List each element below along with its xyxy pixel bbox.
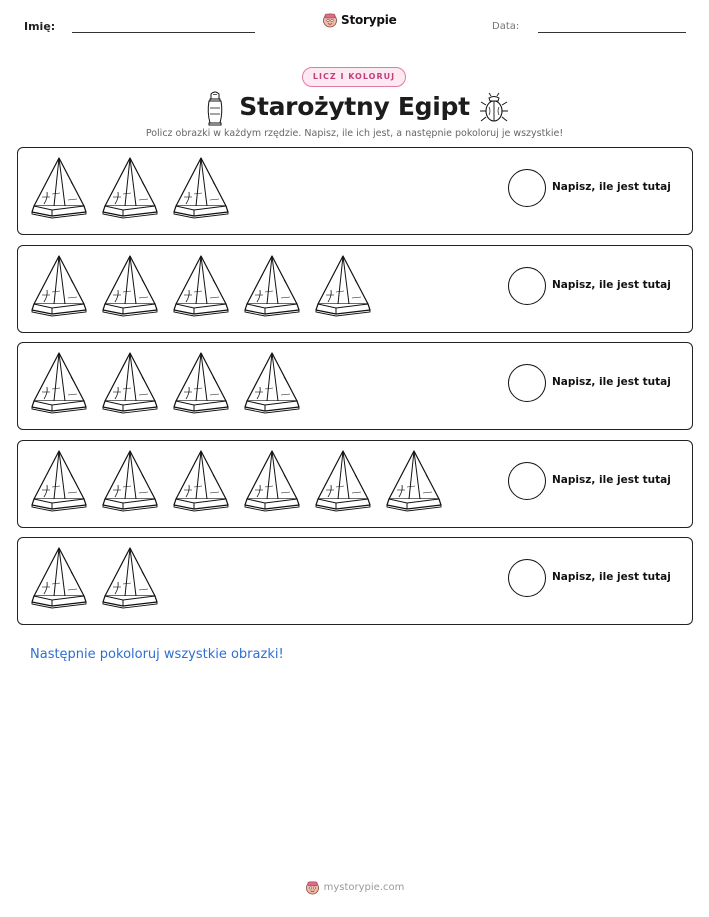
instructions-text: Policz obrazki w każdym rzędzie. Napisz, ile ich jest, a następnie pokoloruj je wszystkie! xyxy=(145,128,564,139)
pyramid-icon xyxy=(243,449,301,513)
counting-row xyxy=(17,147,693,235)
answer-circle[interactable] xyxy=(508,267,546,305)
counting-row xyxy=(17,245,693,333)
pyramid-icon xyxy=(101,449,159,513)
pyramid-icon xyxy=(30,254,88,318)
date-label: Data: xyxy=(492,21,520,32)
pyramid-icon xyxy=(30,156,88,220)
name-label: Imię: xyxy=(24,20,56,33)
pyramid-icon xyxy=(101,254,159,318)
pyramid-icon xyxy=(314,449,372,513)
answer-circle[interactable] xyxy=(508,364,546,402)
pyramid-icon xyxy=(101,351,159,415)
pyramid-icon xyxy=(30,546,88,610)
answer-circle[interactable] xyxy=(508,559,546,597)
pyramid-icon xyxy=(243,254,301,318)
answer-circle[interactable] xyxy=(508,462,546,500)
title-row xyxy=(0,90,709,130)
page-footer xyxy=(0,880,709,895)
answer-label: Napisz, ile jest tutaj xyxy=(552,473,671,486)
pyramid-icon xyxy=(30,351,88,415)
pyramid-icon xyxy=(30,449,88,513)
answer-label: Napisz, ile jest tutaj xyxy=(552,278,671,291)
answer-label: Napisz, ile jest tutaj xyxy=(552,181,671,193)
counting-row xyxy=(17,537,693,625)
name-field-line[interactable] xyxy=(72,32,255,33)
activity-badge: LICZ I KOLORUJ xyxy=(302,67,406,87)
pyramid-icon xyxy=(101,546,159,610)
page-title: Starożytny Egipt xyxy=(239,92,470,121)
counting-row xyxy=(17,440,693,528)
storypie-mascot-icon xyxy=(322,12,338,28)
pyramid-icon xyxy=(172,156,230,220)
footer-url[interactable]: mystorypie.com xyxy=(323,882,405,893)
storypie-mascot-icon xyxy=(305,880,320,895)
pyramid-icon xyxy=(243,351,301,415)
coloring-instruction: Następnie pokoloruj wszystkie obrazki! xyxy=(30,647,284,662)
pyramid-icon xyxy=(101,156,159,220)
answer-circle[interactable] xyxy=(508,169,546,207)
counting-row xyxy=(17,342,693,430)
brand-logo xyxy=(322,12,397,28)
pyramid-icon xyxy=(172,449,230,513)
counting-rows xyxy=(17,147,693,635)
pyramid-icon xyxy=(172,351,230,415)
brand-name: Storypie xyxy=(341,13,397,27)
pyramid-icon xyxy=(314,254,372,318)
pyramid-icon xyxy=(385,449,443,513)
pyramid-icon xyxy=(172,254,230,318)
answer-label: Napisz, ile jest tutaj xyxy=(552,571,671,584)
date-field-line[interactable] xyxy=(538,32,686,33)
worksheet-header xyxy=(0,0,709,50)
scarab-beetle-icon xyxy=(479,92,509,124)
answer-label: Napisz, ile jest tutaj xyxy=(552,376,671,389)
